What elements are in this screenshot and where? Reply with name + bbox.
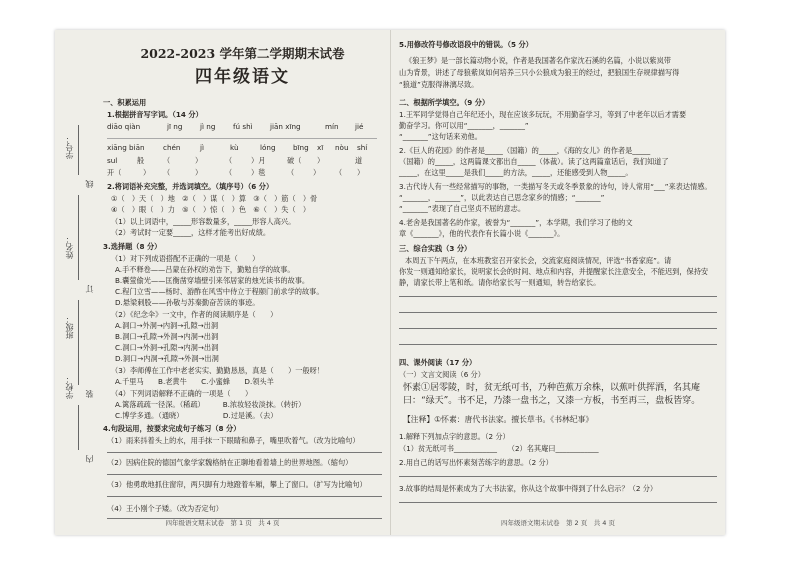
question-text: （2）考试时一定要_____，这样才能考出好成绩。 [111, 228, 271, 237]
question-text: “_______，_______”，以此表达自己思念家乡的情感；“_______” [399, 193, 605, 202]
word-char: ） [143, 168, 151, 177]
question-heading: 2.将词语补充完整，并选词填空。（填序号）（6 分） [107, 182, 274, 191]
option-text: B.囊萤偷光——匡衡凿穿墙壁引来邻居家的烛光读书的故事。 [115, 276, 310, 285]
exam-title: 2022-2023 学年第二学期期末试卷 [140, 46, 345, 61]
answer-line [107, 452, 382, 453]
seal-mark-bind: 装 [85, 390, 94, 398]
question-text: 1.解释下列加点字的意思。（2 分） [399, 432, 510, 441]
word-char: ） [357, 168, 365, 177]
answer-line [107, 496, 382, 497]
student-info-strip [60, 125, 98, 485]
section-heading: 四、课外阅读（17 分） [399, 358, 477, 367]
option-text: A.千里马 B.老黄牛 C.小蜜蜂 D.领头羊 [115, 377, 274, 386]
word-char: （ [335, 168, 343, 177]
question-text: 3.古代诗人有一些经常描写的事物，一类描写冬天或冬季景象的诗句，诗人常用“___”来表达情感。 [399, 182, 712, 191]
section-heading: 三、综合实践（3 分） [399, 244, 472, 253]
word-char: ） [313, 168, 321, 177]
pinyin: mín [325, 122, 339, 131]
page-footer: 四年级语文期末试卷 第 2 页 共 4 页 [500, 519, 616, 527]
pinyin: jiān xīng [270, 122, 301, 131]
word-char: ）月 [251, 156, 266, 165]
word-char: 道 [355, 156, 363, 165]
question-heading: 4.句段运用，按要求完成句子练习（8 分） [103, 424, 241, 433]
word-char: （ [163, 168, 171, 177]
exam-subtitle: 四年级语文 [195, 67, 290, 87]
question-text: （1）雨来抖着头上的水，用手抹一下眼睛和鼻子，嘴里吹着气。（改为比喻句） [107, 436, 360, 445]
exam-photo [55, 30, 725, 535]
school-label: 学校： [65, 375, 74, 399]
pinyin: jì ng [200, 122, 216, 131]
exam-page-1 [55, 30, 390, 535]
question-text: “_______”这句话来劝他。 [399, 132, 482, 141]
sub-heading: （一）文言文阅读（6 分） [399, 370, 485, 379]
option-text: A.篱落疏疏一径深。（稀疏） B.浓妆轻妆淡抹。（转折） [115, 400, 306, 409]
question-text: 1.王军同学觉得自己年纪还小，现在应该多玩玩，不用勤奋学习，等到了中老年以后才需要 [399, 110, 687, 119]
question-heading: 3.选择题（8 分） [103, 242, 162, 251]
pinyin: jì [200, 143, 204, 152]
question-text: （2）因病住院的德国气象学家魏格纳在正聊地看着墙上的世界地图。（缩句） [107, 458, 353, 467]
word-char: （ [225, 168, 233, 177]
question-text: _____，在这里_____是我们_____的方法，_____，还能感受到人物_____。 [399, 168, 633, 177]
pinyin: xī [317, 143, 324, 152]
option-text: B.洞口→孔隙→外洞→内洞→出洞 [115, 332, 219, 341]
question-text: （3）李师傅在工作中老老实实、勤勤恳恳，真是（ ）一般呀！ [111, 366, 325, 375]
question-text: （4）下列词语解释不正确的一项是（ ） [111, 389, 253, 398]
question-text: （2）《纪念伞》一文中，作者的阅读顺序是（ ） [111, 310, 278, 319]
annotation-note: 【注释】①怀素：唐代书法家。擅长草书。《书林纪事》 [403, 415, 594, 424]
option-text: A.手不释卷——吕蒙在孙权的劝告下，勤勉自学的故事。 [115, 265, 295, 274]
class-label: 班级： [65, 315, 74, 339]
section-heading: 二、根据所学填空。（9 分） [399, 98, 490, 107]
option-text: D.洞口→内洞→孔隙→外洞→出洞 [115, 354, 219, 363]
word-char: ）毯 [251, 168, 266, 177]
question-text: （1）以上词语中，_____形容数量多，_____形容人高兴。 [111, 217, 296, 226]
seal-line [78, 405, 79, 450]
word-char: 开（ [107, 168, 122, 177]
pinyin: bīng [293, 143, 309, 152]
pinyin: lóng [260, 143, 276, 152]
page-footer: 四年级语文期末试卷 第 1 页 共 4 页 [165, 519, 280, 527]
pinyin: shí [357, 143, 368, 152]
seal-line [78, 125, 79, 175]
question-text: “_______”表现了自己坚贞不屈的意志。 [399, 204, 526, 213]
question-text: ④（ ）眼（ ）力 ⑤（ ）惊（ ）色 ⑥（ ）失（ ） [111, 205, 311, 214]
word-char: sul [107, 156, 118, 165]
option-text: A.洞口→外洞→内洞→孔隙→出洞 [115, 321, 219, 330]
passage-text: 《狼王梦》是一部长篇动物小说，作者是我国著名作家沈石溪的名篇，小说以紫岚带 [405, 56, 671, 65]
answer-line [399, 344, 717, 345]
option-text: C.洞口→外洞→孔隙→内洞→出洞 [115, 343, 219, 352]
word-char: （ [287, 168, 295, 177]
question-text: 章《_______》，他的代表作有长篇小说《_______》。 [399, 229, 565, 238]
pinyin: nòu [335, 143, 349, 152]
answer-line [399, 312, 717, 313]
question-text: （1）对下列成语搭配不正确的一项是（ ） [111, 254, 260, 263]
seal-mark-order: 订 [85, 285, 94, 293]
question-text: （4）王小刚个子矮。（改为否定句） [107, 504, 223, 513]
question-heading: 1.根据拼音写字词。（14 分） [107, 110, 203, 119]
pinyin: chén [163, 143, 181, 152]
word-char: 般 [137, 156, 145, 165]
answer-blank-line [107, 138, 377, 139]
question-heading: 5.用修改符号修改语段中的错误。（5 分） [399, 40, 533, 49]
pinyin: diāo qiàn [107, 122, 141, 131]
word-char: （ [225, 156, 233, 165]
question-text: 勤奋学习。你可以用“_______，_______” [399, 121, 529, 130]
task-text: 你发一则通知给家长，说明家长会的时间、地点和内容，并提醒家长注意安全，不能迟到，保持安 [399, 267, 709, 276]
pinyin: jié [355, 122, 364, 131]
seal-line [78, 300, 79, 385]
answer-line [399, 296, 717, 297]
student-name-label: 姓名： [65, 235, 74, 259]
passage-text: 山为背景，讲述了母狼紫岚如何培养三只小公狼成为狼王的经过，把狼国生存规律描写得 [399, 68, 680, 77]
word-char: 破（ [287, 156, 302, 165]
word-char: ） [195, 156, 203, 165]
answer-line [399, 328, 717, 329]
seal-mark-inside: 内 [85, 455, 94, 463]
question-text: ①（ ）天（ ）地 ②（ ）谋（ ）算 ③（ ）筋（ ）骨 [111, 194, 318, 203]
option-text: D.悬梁刺股——孙敬与苏秦勤奋苦读的事迹。 [115, 298, 260, 307]
pinyin: xiāng biān [107, 143, 145, 152]
pinyin: jī ng [167, 122, 183, 131]
option-text: C.程门立雪——杨时、游酢在风雪中侍立于程颐门前求学的故事。 [115, 287, 324, 296]
student-id-label: 学号： [65, 135, 74, 159]
word-char: （ [163, 156, 171, 165]
pinyin: kù [230, 143, 239, 152]
exam-page-2 [390, 30, 725, 535]
question-text: 2.用自己的话写出怀素刻苦练字的意思。（2 分） [399, 458, 553, 467]
word-char: ） [317, 156, 325, 165]
question-text: （国籍）的_____，这两篇课文都出自_____（体裁）。读了这两篇童话后，我们知道了 [399, 157, 669, 166]
question-text: 4.老舍是我国著名的作家，被誉为“_______”，本学期，我们学习了他的文 [399, 218, 633, 227]
answer-line [399, 476, 717, 477]
answer-line [107, 474, 382, 475]
section-heading: 一、积累运用 [103, 98, 147, 107]
seal-mark-line: 线 [85, 180, 94, 188]
seal-line [78, 195, 79, 280]
task-text: 静，请家长带上笔和纸。请你给家长写一则通知，转告给家长。 [399, 278, 601, 287]
task-text: 本周五下午两点，在本班教室召开家长会，交流家庭阅读情况，评选“书香家庭”。请 [405, 256, 672, 265]
answer-line [399, 502, 717, 503]
question-text: （1）贫无纸可书____________ （2）名其庵曰____________ [399, 444, 599, 453]
question-text: 2.《巨人的花园》的作者是_____（国籍）的_____，《海的女儿》的作者是_____ [399, 146, 651, 155]
question-text: 3.故事的结局是怀素成为了大书法家，你从这个故事中得到了什么启示？（2 分） [399, 484, 658, 493]
pinyin: fú shì [233, 122, 253, 131]
word-char: ） [195, 168, 203, 177]
passage-text: “狼道”克服得淋漓尽致。 [399, 80, 479, 89]
question-text: （3）他勇敢地抓住窗帘，两只脚有力地蹬着车厢，攀上了窗口。（扩写为比喻句） [107, 480, 367, 489]
classical-passage: 怀素①居零陵，时，贫无纸可书，乃种芭蕉万余株，以蕉叶供挥洒，名其庵曰：“绿天”。书不足，乃漆一盘书之，又漆一方板，书至再三，盘板皆穿。 [403, 383, 701, 406]
option-text: C.博学多通。（通晓） D.过是溪。（去） [115, 411, 278, 420]
